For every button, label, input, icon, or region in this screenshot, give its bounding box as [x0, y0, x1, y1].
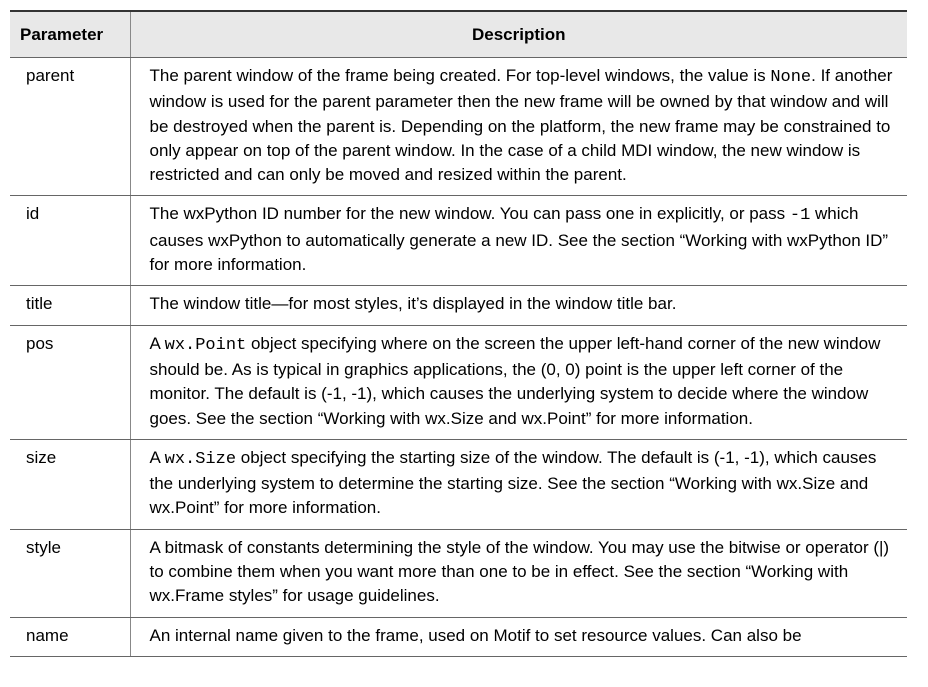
table-row	[10, 529, 907, 617]
parameter-cell: pos	[10, 325, 130, 439]
code-literal: wx.Point	[164, 335, 247, 355]
parameter-cell: size	[10, 439, 130, 529]
table-row	[10, 617, 907, 656]
parameter-cell: parent	[10, 58, 130, 196]
code-literal: None	[770, 68, 812, 87]
description-text: A bitmask of constants determining the style of the window. You may use the bitwise or operator (|) to combine them when you want more than one to be in effect. See the section “Working with wx.Frame styles” for usage guidelines.	[149, 537, 890, 606]
parameter-cell: name	[10, 617, 130, 656]
description-text: . If another window is used for the parent parameter then the new frame will be owned by that window and will be destroyed when the parent is. Depending on the platform, the new frame may be constrained to only appear on top of the parent window. In the case of a child MDI window, the new window is restricted and can only be moved and resized within the parent.	[149, 66, 893, 185]
description-text: The wxPython ID number for the new window. You can pass one in explicitly, or pass	[149, 204, 790, 224]
table-row	[10, 196, 907, 286]
description-text: An internal name given to the frame, used on Motif to set resource values. Can also be	[149, 625, 802, 645]
description-text: A	[149, 333, 165, 353]
table-body	[10, 58, 907, 657]
description-cell	[130, 439, 907, 529]
parameter-cell: style	[10, 529, 130, 617]
parameter-cell: id	[10, 196, 130, 286]
table-row	[10, 286, 907, 325]
parameter-table	[10, 10, 907, 657]
description-text: The parent window of the frame being created. For top-level windows, the value is	[149, 66, 771, 85]
description-cell	[130, 529, 907, 617]
table-row	[10, 439, 907, 529]
description-text: object specifying the starting size of the window. The default is (-1, -1), which causes the underlying system to determine the starting size. See the section “Working with wx.Size and wx.Point” for more information.	[149, 447, 877, 518]
table-row	[10, 325, 907, 439]
description-text: The window title—for most styles, it’s displayed in the window title bar.	[149, 294, 677, 314]
description-text: A	[149, 447, 165, 467]
description-cell	[130, 617, 907, 656]
description-cell	[130, 325, 907, 439]
description-cell	[130, 58, 907, 196]
parameter-cell: title	[10, 286, 130, 325]
table-header-row	[10, 11, 907, 58]
description-column-header: Description	[130, 11, 907, 58]
description-text: object specifying where on the screen the upper left-hand corner of the new window should be. As is typical in graphics applications, the (0, 0) point is the upper left corner of the monitor. The default is (-1, -1), which causes the underlying system to decide where the window goes. See the section “Working with wx.Size and wx.Point” for more information.	[149, 333, 881, 428]
code-literal: wx.Size	[164, 449, 237, 469]
parameter-column-header: Parameter	[10, 11, 130, 58]
description-text: which causes wxPython to automatically generate a new ID. See the section “Working with wxPython ID” for more information.	[149, 204, 889, 275]
table-row	[10, 58, 907, 196]
code-literal: -1	[789, 206, 811, 226]
description-cell	[130, 196, 907, 286]
description-cell	[130, 286, 907, 325]
